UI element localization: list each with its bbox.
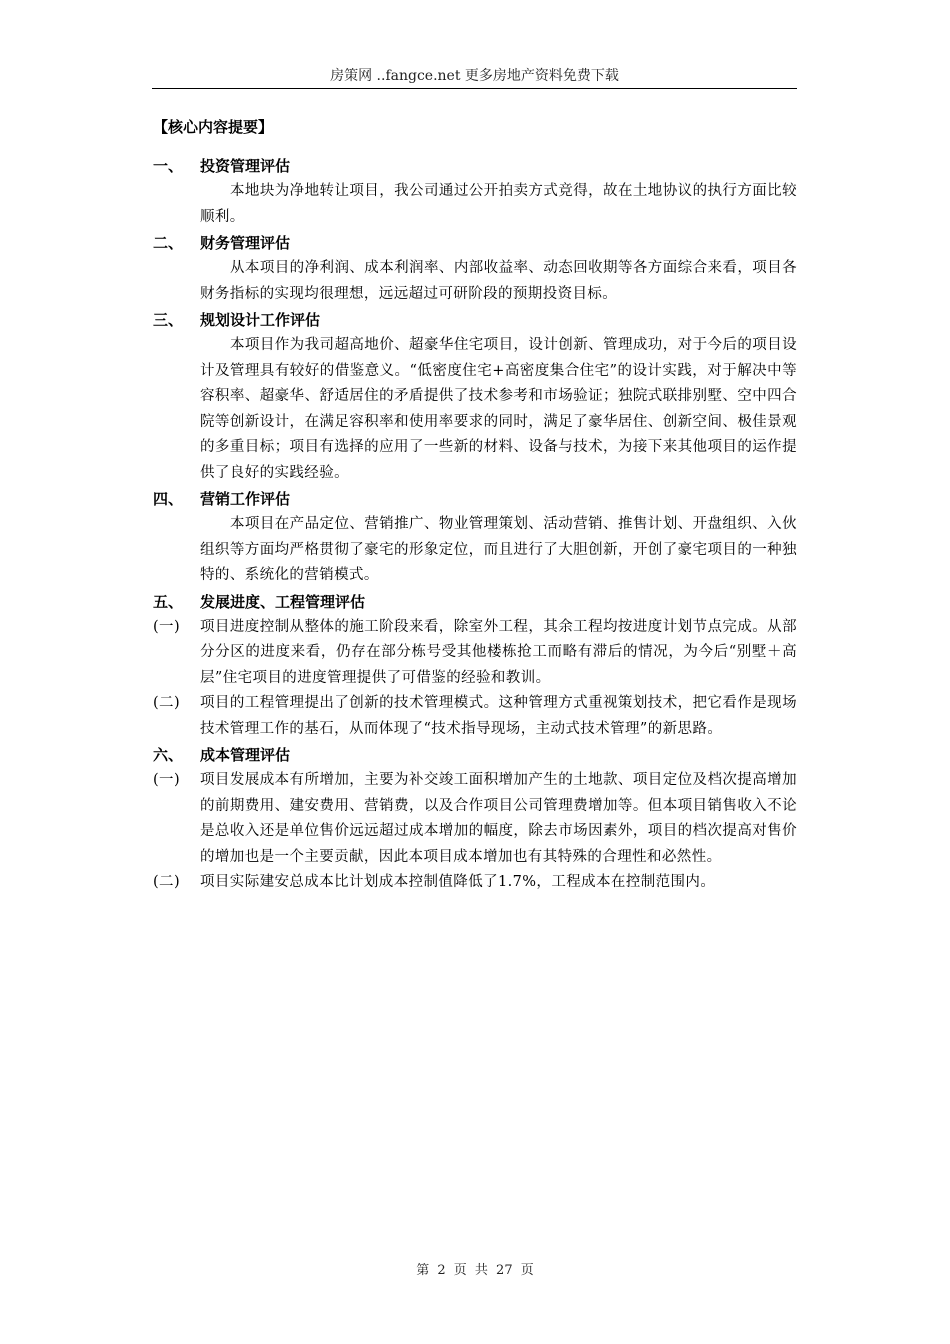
section-title: 财务管理评估: [200, 234, 291, 252]
section-heading: [153, 307, 797, 333]
section-number: 三、: [153, 311, 184, 329]
section-number: 四、: [153, 490, 184, 508]
section-title: 成本管理评估: [200, 746, 291, 764]
section-progress-engineering: [153, 589, 797, 743]
list-item: [153, 768, 797, 870]
list-item-number: (二): [153, 695, 181, 711]
list-item-text: 项目实际建安总成本比计划成本控制值降低了1.7%，工程成本在控制范围内。: [200, 874, 716, 890]
section-paragraph: 本地块为净地转让项目，我公司通过公开拍卖方式竞得，故在土地协议的执行方面比较顺利。: [200, 183, 797, 225]
list-item-number: (一): [153, 618, 181, 635]
section-investment: [153, 153, 797, 230]
section-heading: [153, 230, 797, 256]
section-heading: [153, 153, 797, 179]
list-item-text: 项目发展成本有所增加，主要为补交竣工面积增加产生的土地款、项目定位及档次提高增加的前期费用、建安费用、营销费，以及合作项目公司管理费增加等。但本项目销售收入不论是总收入还是单位售价远远超过成本增加的幅度，除去市场因素外，项目的档次提高对售价的增加也是一个主要贡献，因此本项目成本增加也有其特殊的合理性和必然性。: [200, 772, 797, 865]
list-item-text: 项目进度控制从整体的施工阶段来看，除室外工程，其余工程均按进度计划节点完成。从部分分区的进度来看，仍存在部分栋号受其他楼栋抢工而略有滞后的情况，为今后“别墅＋高层”住宅项目的进度管理提供了可借鉴的经验和教训。: [200, 618, 797, 686]
section-number: 五、: [153, 592, 184, 611]
section-number: 二、: [153, 234, 184, 252]
section-number: 一、: [153, 157, 184, 175]
section-heading: [153, 589, 797, 615]
list-item-number: (一): [153, 772, 181, 788]
list-item: [153, 870, 797, 896]
section-cost: [153, 742, 797, 896]
section-title: 投资管理评估: [200, 157, 291, 175]
document-body: [153, 114, 797, 896]
section-title: 规划设计工作评估: [200, 311, 321, 329]
summary-title: 【核心内容提要】: [153, 118, 274, 136]
list-item-number: (二): [153, 874, 181, 890]
section-finance: [153, 230, 797, 307]
list-item: [153, 691, 797, 742]
page-footer: 第 2 页 共 27 页: [416, 1263, 534, 1278]
list-item: [153, 615, 797, 692]
section-title: 发展进度、工程管理评估: [200, 592, 366, 611]
list-item-text: 项目的工程管理提出了创新的技术管理模式。这种管理方式重视策划技术，把它看作是现场技术管理工作的基石，从而体现了“技术指导现场，主动式技术管理”的新思路。: [200, 695, 797, 737]
section-paragraph: 本项目在产品定位、营销推广、物业管理策划、活动营销、推售计划、开盘组织、入伙组织等方面均严格贯彻了豪宅的形象定位，而且进行了大胆创新，开创了豪宅项目的一种独特的、系统化的营销模式。: [200, 516, 797, 583]
page-header: 房策网 ..fangce.net 更多房地产资料免费下载: [330, 68, 619, 84]
section-number: 六、: [153, 746, 184, 764]
section-heading: [153, 742, 797, 768]
section-paragraph: 从本项目的净利润、成本利润率、内部收益率、动态回收期等各方面综合来看，项目各财务指标的实现均很理想，远远超过可研阶段的预期投资目标。: [200, 260, 797, 302]
header-divider: [152, 88, 797, 89]
section-planning-design: [153, 307, 797, 486]
section-title: 营销工作评估: [200, 490, 291, 508]
section-marketing: [153, 486, 797, 589]
section-paragraph: 本项目作为我司超高地价、超豪华住宅项目，设计创新、管理成功，对于今后的项目设计及管理具有较好的借鉴意义。“低密度住宅+高密度集合住宅”的设计实践，对于解决中等容积率、超豪华、舒适居住的矛盾提供了技术参考和市场验证；独院式联排别墅、空中四合院等创新设计，在满足容积率和使用率要求的同时，满足了豪华居住、创新空间、极佳景观的多重目标；项目有选择的应用了一些新的材料、设备与技术，为接下来其他项目的运作提供了良好的实践经验。: [200, 337, 797, 481]
section-heading: [153, 486, 797, 512]
